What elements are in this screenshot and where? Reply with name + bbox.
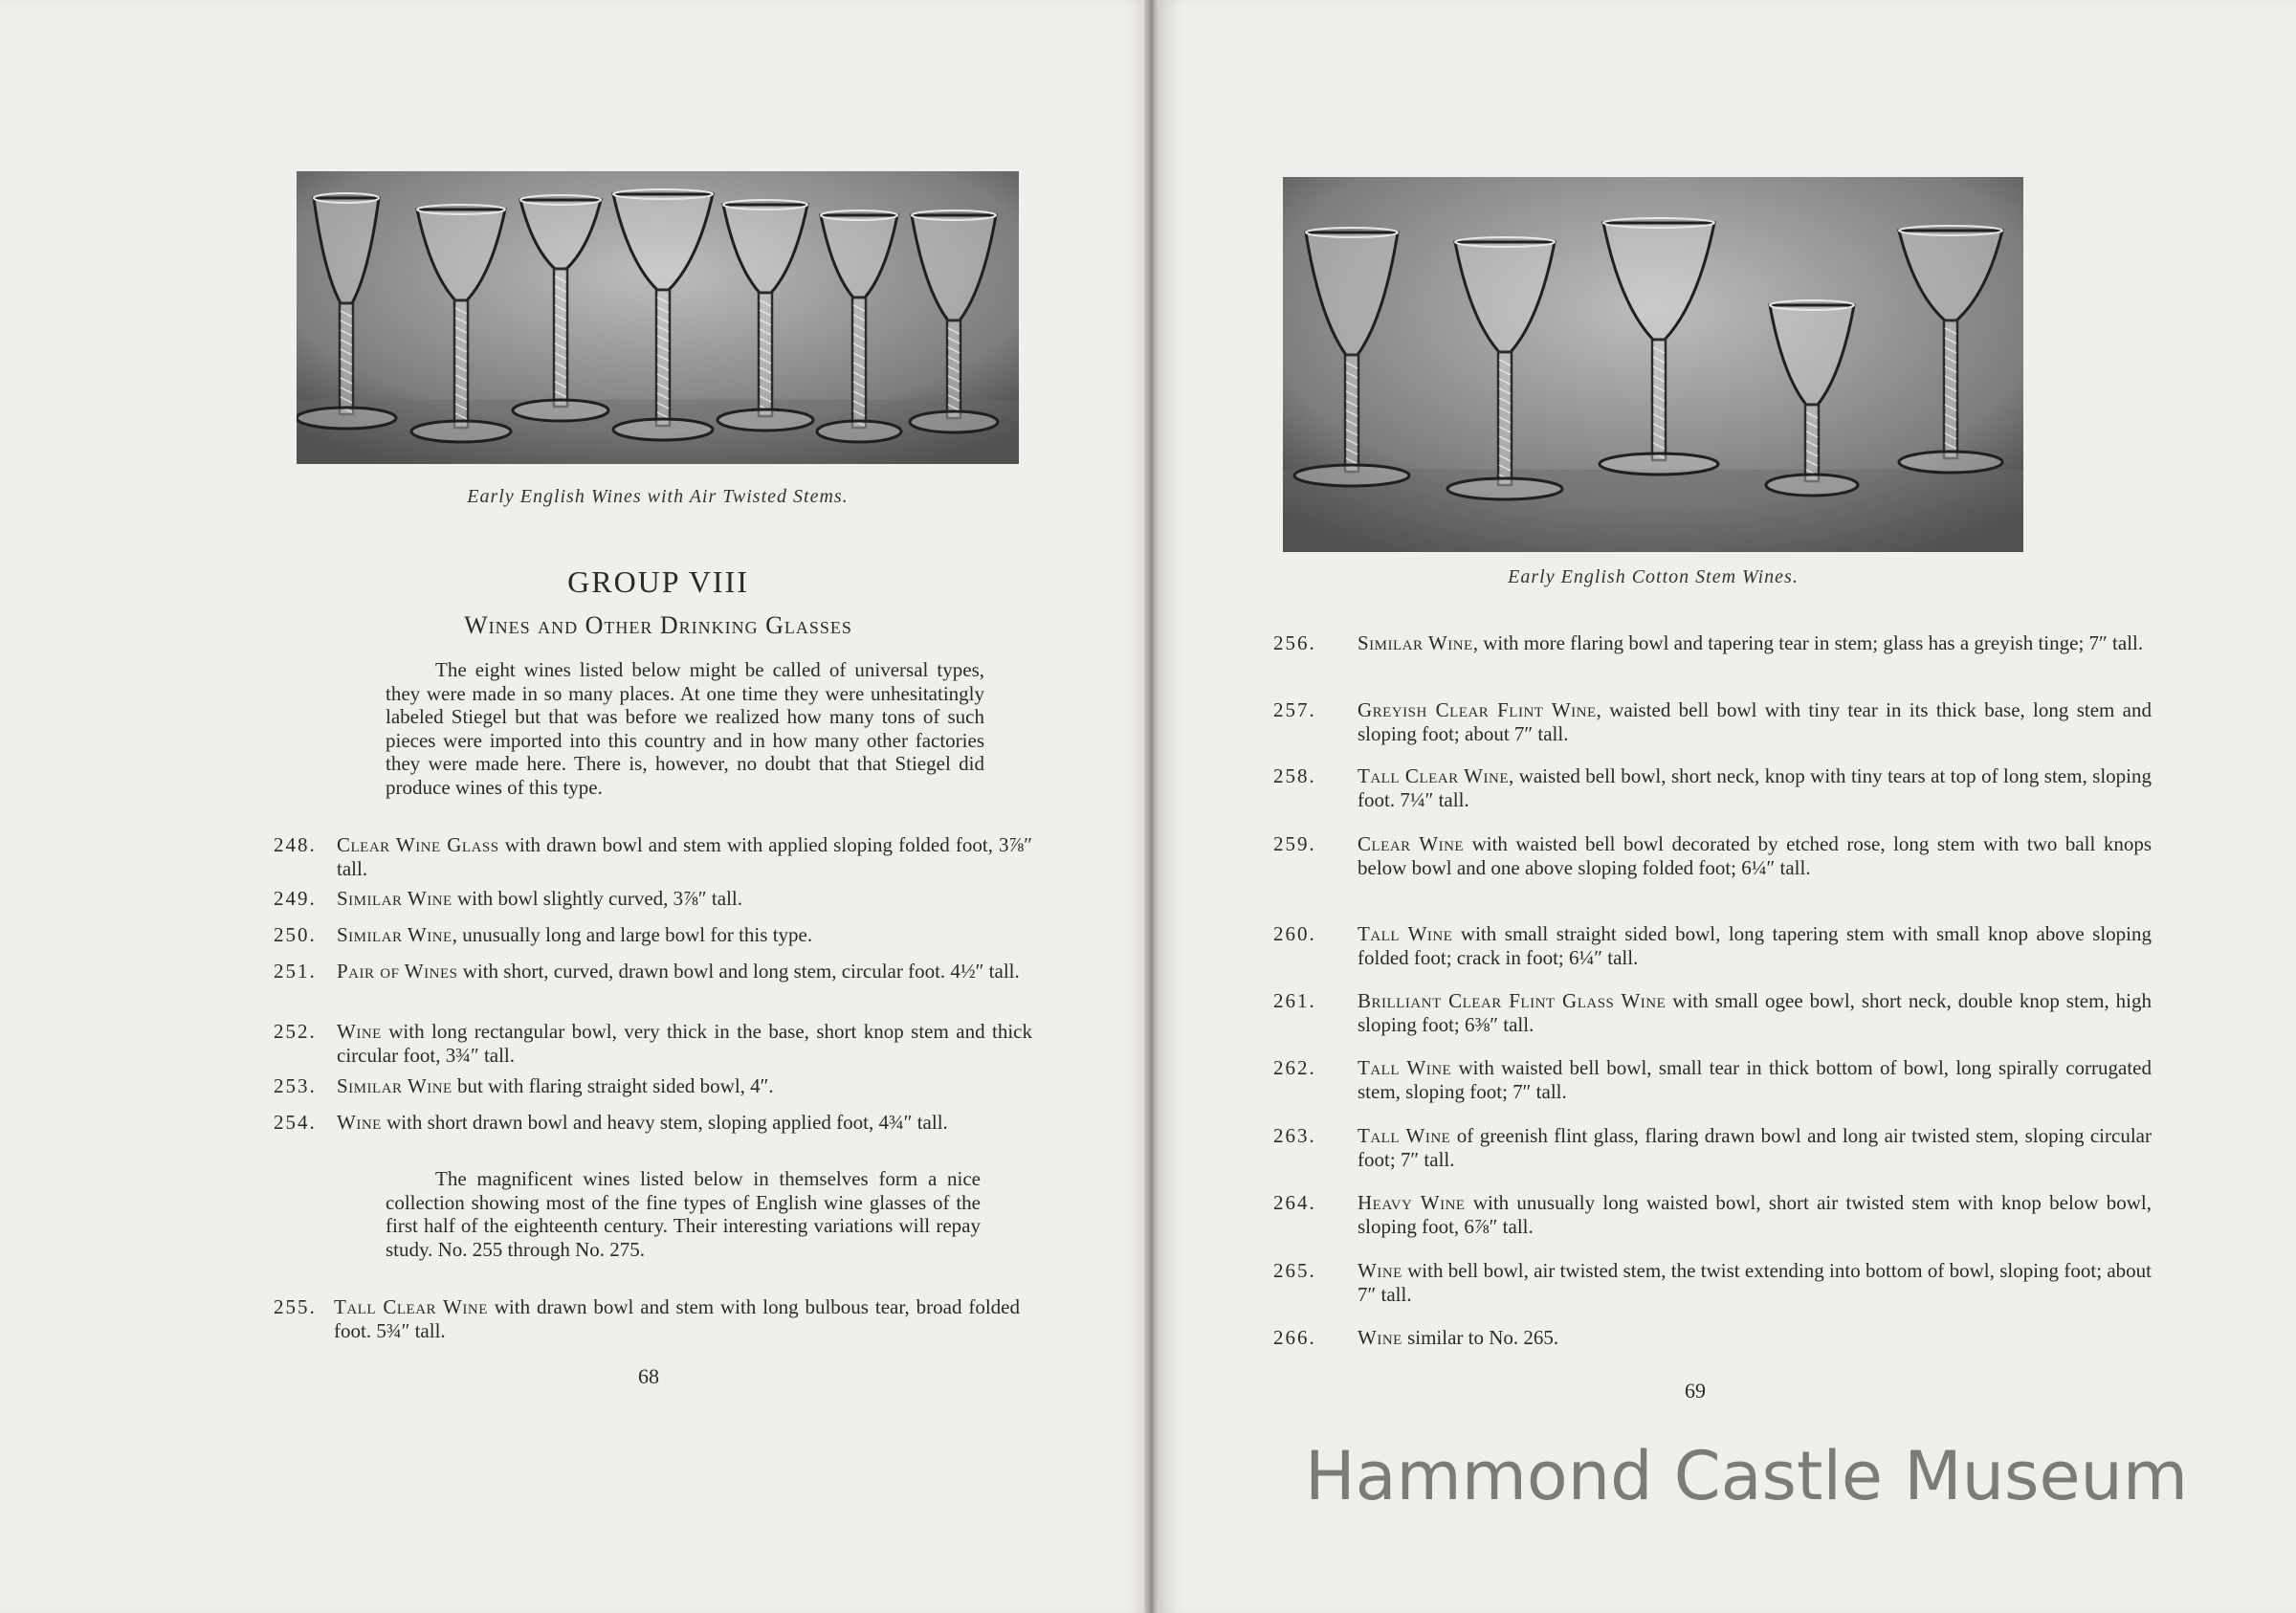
entry-number: 250. (274, 923, 317, 946)
section-title: Wines and Other Drinking Glasses (464, 611, 852, 639)
entry-text (1358, 698, 2152, 745)
entry-body: , with more flaring bowl and tapering tear in stem; glass has a greyish tinge; 7″ tall. (1472, 631, 2144, 654)
entry-body: with bell bowl, air twisted stem, the twist extending into bottom of bowl, sloping foot; about 7″ tall. (1358, 1259, 2152, 1306)
entry-number: 252. (274, 1020, 317, 1043)
group-title: GROUP VIII (567, 564, 749, 599)
entry-text (1358, 922, 2152, 969)
entry-text (337, 960, 1032, 983)
right-page (1159, 0, 2296, 1613)
note-text: The magnificent wines listed below in themselves form a nice collection showing most of the fine types of English wine glasses of the first half of the eighteenth century. Their interesting variations will repay study. No. 255 through No. 275. (386, 1167, 981, 1261)
entry-number: 258. (1273, 764, 1316, 787)
entry-body: but with flaring straight sided bowl, 4″. (452, 1074, 774, 1097)
entry-text (337, 1020, 1032, 1067)
entry-text (337, 923, 1032, 947)
entry-number: 254. (274, 1111, 317, 1134)
entry-body: with long rectangular bowl, very thick in the base, short knop stem and thick circular foot, 3¾″ tall. (337, 1020, 1032, 1067)
entry-number: 266. (1273, 1326, 1316, 1349)
entry-text (334, 1295, 1020, 1342)
entry-body: with small ogee bowl, short neck, double knop stem, high sloping foot; 6⅜″ tall. (1358, 989, 2152, 1036)
entry-lead: Wine (1358, 1326, 1402, 1349)
entry-body: with waisted bell bowl, small tear in thick bottom of bowl, long spirally corrugated stem, sloping foot; 7″ tall. (1358, 1056, 2152, 1103)
entry-lead: Tall Wine (1358, 1124, 1451, 1147)
page-number-left: 68 (638, 1364, 659, 1388)
entry-body: of greenish flint glass, flaring drawn bowl and long air twisted stem, sloping circular foot; 7″ tall. (1358, 1124, 2152, 1171)
entry-lead: Wine (337, 1111, 382, 1134)
entry-number: 259. (1273, 832, 1316, 855)
air-twist-wines-photo (297, 171, 1019, 464)
entry-number: 264. (1273, 1191, 1316, 1214)
entry-body: with unusually long waisted bowl, short air twisted stem with knop below bowl, sloping foot, 6⅞″ tall. (1358, 1191, 2152, 1238)
entry-body: with waisted bell bowl decorated by etched rose, long stem with two ball knops below bowl and one above sloping folded foot; 6¼″ tall. (1358, 832, 2152, 879)
intro-text: The eight wines listed below might be called of universal types, they were made in so many places. At one time they were unhesitatingly labeled Stiegel but that was before we realized how many tons of such pieces were imported into this country and in how many other factories they were made here. There is, however, no doubt that that Stiegel did produce wines of this type. (386, 658, 984, 799)
entry-number: 262. (1273, 1056, 1316, 1079)
right-photo-caption: Early English Cotton Stem Wines. (1508, 566, 1799, 587)
left-photo-caption: Early English Wines with Air Twisted Stems. (467, 486, 849, 507)
entry-text (1358, 1191, 2152, 1238)
entry-lead: Wine (1358, 1259, 1402, 1282)
entry-number: 251. (274, 960, 317, 983)
museum-watermark: Hammond Castle Museum (1305, 1437, 2189, 1515)
intro-paragraph (386, 658, 984, 800)
entry-number: 260. (1273, 922, 1316, 945)
entry-text (1358, 1056, 2152, 1103)
entry-number: 257. (1273, 698, 1316, 721)
entry-lead: Tall Clear Wine (334, 1295, 488, 1318)
entry-body: with bowl slightly curved, 3⅞″ tall. (452, 887, 743, 910)
entry-lead: Wine (337, 1020, 382, 1043)
entry-lead: Similar Wine (337, 923, 453, 946)
entry-body: with short drawn bowl and heavy stem, sloping applied foot, 4¾″ tall. (381, 1111, 948, 1134)
entry-text (337, 1074, 1032, 1098)
entry-number: 249. (274, 887, 317, 910)
entry-body: with small straight sided bowl, long tapering stem with small knop above sloping folded foot; crack in foot; 6¼″ tall. (1358, 922, 2152, 969)
entry-number: 253. (274, 1074, 317, 1097)
entry-body: , waisted bell bowl, short neck, knop with tiny tears at top of long stem, sloping foot. 7¼″ tall. (1358, 764, 2152, 811)
entry-body: similar to No. 265. (1402, 1326, 1559, 1349)
entry-lead: Heavy Wine (1358, 1191, 1466, 1214)
entry-text (1358, 764, 2152, 811)
entry-lead: Clear Wine Glass (337, 833, 499, 856)
entry-body: with drawn bowl and stem with applied sloping folded foot, 3⅞″ tall. (337, 833, 1032, 880)
entry-number: 256. (1273, 631, 1316, 654)
entry-lead: Similar Wine (337, 887, 453, 910)
entry-text (1358, 832, 2152, 879)
entry-number: 263. (1273, 1124, 1316, 1147)
entry-lead: Clear Wine (1358, 832, 1465, 855)
entry-text (1358, 1326, 2152, 1350)
entry-text (1358, 1124, 2152, 1171)
entry-text (1358, 631, 2152, 655)
entry-lead: Tall Clear Wine (1358, 764, 1509, 787)
entry-lead: Greyish Clear Flint Wine (1358, 698, 1597, 721)
entry-body: , unusually long and large bowl for this type. (452, 923, 813, 946)
entry-lead: Pair of Wines (337, 960, 458, 983)
page-number-right: 69 (1685, 1379, 1706, 1403)
entry-body: with drawn bowl and stem with long bulbous tear, broad folded foot. 5¾″ tall. (334, 1295, 1020, 1342)
cotton-stem-wines-photo (1283, 177, 2023, 552)
entry-body: with short, curved, drawn bowl and long stem, circular foot. 4½″ tall. (457, 960, 1020, 983)
entry-number: 248. (274, 833, 317, 856)
entry-lead: Brilliant Clear Flint Glass Wine (1358, 989, 1667, 1012)
entry-number: 255. (274, 1295, 317, 1318)
note-paragraph (386, 1167, 981, 1261)
entry-lead: Tall Wine (1358, 922, 1453, 945)
entry-text (337, 887, 1032, 911)
entry-lead: Similar Wine (1358, 631, 1473, 654)
entry-lead: Similar Wine (337, 1074, 453, 1097)
entry-text (1358, 1259, 2152, 1306)
entry-body: , waisted bell bowl with tiny tear in its thick base, long stem and sloping foot; about 7″ tall. (1358, 698, 2152, 745)
entry-text (337, 1111, 1032, 1135)
entry-text (337, 833, 1032, 880)
entry-lead: Tall Wine (1358, 1056, 1452, 1079)
entry-number: 261. (1273, 989, 1316, 1012)
entry-number: 265. (1273, 1259, 1316, 1282)
entry-text (1358, 989, 2152, 1036)
